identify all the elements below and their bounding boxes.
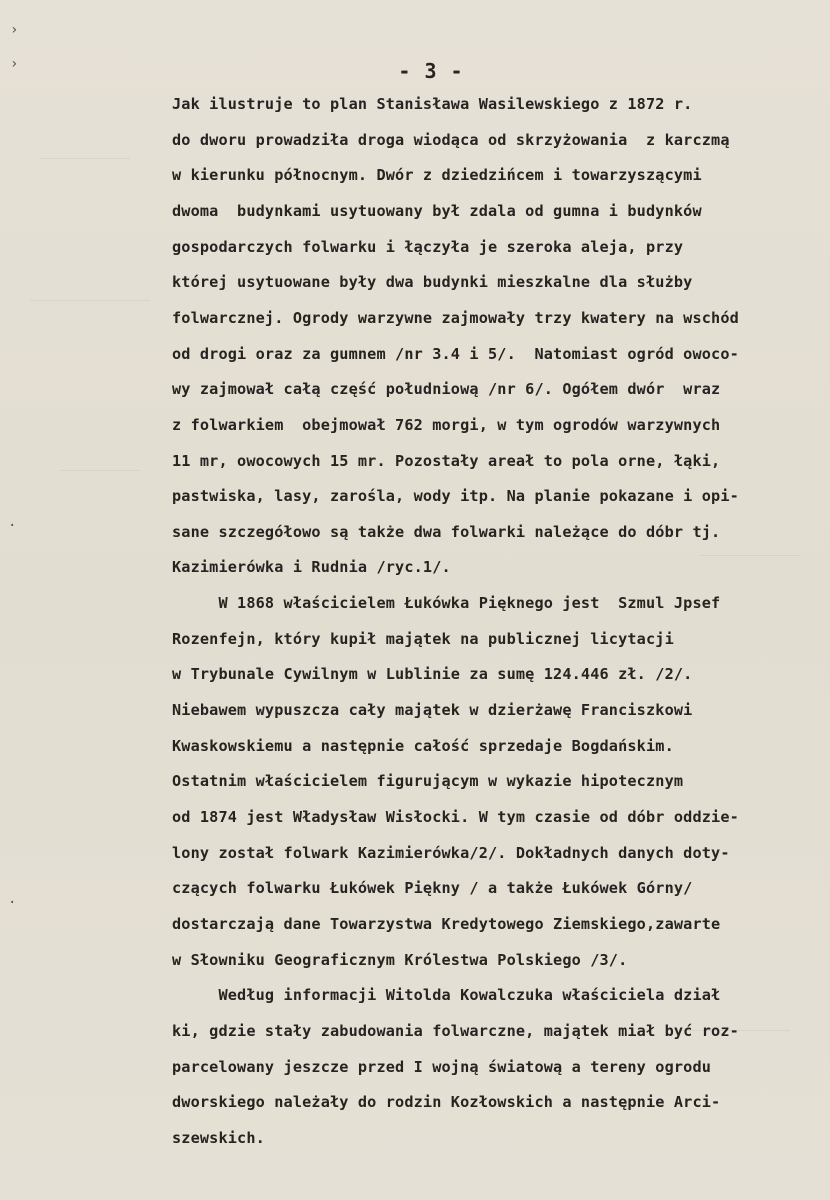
text-line: sane szczegółowo są także dwa folwarki należące do dóbr tj. xyxy=(172,522,721,541)
text-line: dostarczają dane Towarzystwa Kredytowego Ziemskiego,zawarte xyxy=(172,914,721,933)
margin-mark: · xyxy=(8,518,17,534)
text-line: Kwaskowskiemu a następnie całość sprzedaje Bogdańskim. xyxy=(172,736,674,755)
text-line: parcelowany jeszcze przed I wojną światową a tereny ogrodu xyxy=(172,1057,712,1076)
bleed-through xyxy=(40,158,130,159)
text-line: Niebawem wypuszcza cały majątek w dzierżawę Franciszkowi xyxy=(172,701,693,720)
text-line: lony został folwark Kazimierówka/2/. Dokładnych danych doty- xyxy=(172,843,730,862)
text-line: dworskiego należały do rodzin Kozłowskich a następnie Arci- xyxy=(172,1093,721,1112)
text-line: dwoma budynkami usytuowany był zdala od gumna i budynków xyxy=(172,201,702,220)
text-line: od 1874 jest Władysław Wisłocki. W tym czasie od dóbr oddzie- xyxy=(172,808,739,826)
bleed-through xyxy=(700,555,800,556)
text-line: w Trybunale Cywilnym w Lublinie za sumę 124.446 zł. /2/. xyxy=(172,665,693,684)
margin-mark: › xyxy=(10,56,19,72)
text-line: gospodarczych folwarku i łączyła je szeroka aleja, przy xyxy=(172,237,684,256)
text-line: w kierunku północnym. Dwór z dziedzińcem i towarzyszącymi xyxy=(172,166,702,185)
text-line: od drogi oraz za gumnem /nr 3.4 i 5/. Natomiast ogród owoco- xyxy=(172,344,739,363)
text-line: której usytuowane były dwa budynki mieszkalne dla służby xyxy=(172,273,693,292)
margin-mark: › xyxy=(10,22,19,38)
text-line: folwarcznej. Ogrody warzywne zajmowały trzy kwatery na wschód xyxy=(172,308,739,327)
bleed-through xyxy=(30,300,150,301)
text-line: 11 mr, owocowych 15 mr. Pozostały areał to pola orne, łąki, xyxy=(172,451,721,470)
text-line: Kazimierówka i Rudnia /ryc.1/. xyxy=(172,558,451,577)
text-line: W 1868 właścicielem Łukówka Pięknego jest Szmul Jpsef xyxy=(172,594,721,613)
page-number: - 3 - xyxy=(398,59,464,83)
text-line: szewskich. xyxy=(172,1128,265,1147)
text-line: do dworu prowadziła droga wiodąca od skrzyżowania z karczmą xyxy=(172,130,730,149)
text-line: Ostatnim właścicielem figurującym w wykazie hipotecznym xyxy=(172,772,684,791)
text-line: pastwiska, lasy, zarośla, wody itp. Na planie pokazane i opi- xyxy=(172,487,739,506)
margin-mark: · xyxy=(8,895,17,911)
text-line: ki, gdzie stały zabudowania folwarczne, majątek miał być roz- xyxy=(172,1021,739,1040)
bleed-through xyxy=(60,470,140,471)
text-line: w Słowniku Geograficznym Królestwa Polskiego /3/. xyxy=(172,950,628,969)
text-line: Jak ilustruje to plan Stanisława Wasilewskiego z 1872 r. xyxy=(172,95,693,113)
text-line: Według informacji Witolda Kowalczuka właściciela dział xyxy=(172,986,721,1005)
text-line: z folwarkiem obejmował 762 morgi, w tym ogrodów warzywnych xyxy=(172,415,721,434)
text-line: czących folwarku Łukówek Piękny / a także Łukówek Górny/ xyxy=(172,879,693,898)
text-line: Rozenfejn, który kupił majątek na publicznej licytacji xyxy=(172,629,674,648)
text-line: wy zajmował całą część południową /nr 6/. Ogółem dwór wraz xyxy=(172,380,721,399)
